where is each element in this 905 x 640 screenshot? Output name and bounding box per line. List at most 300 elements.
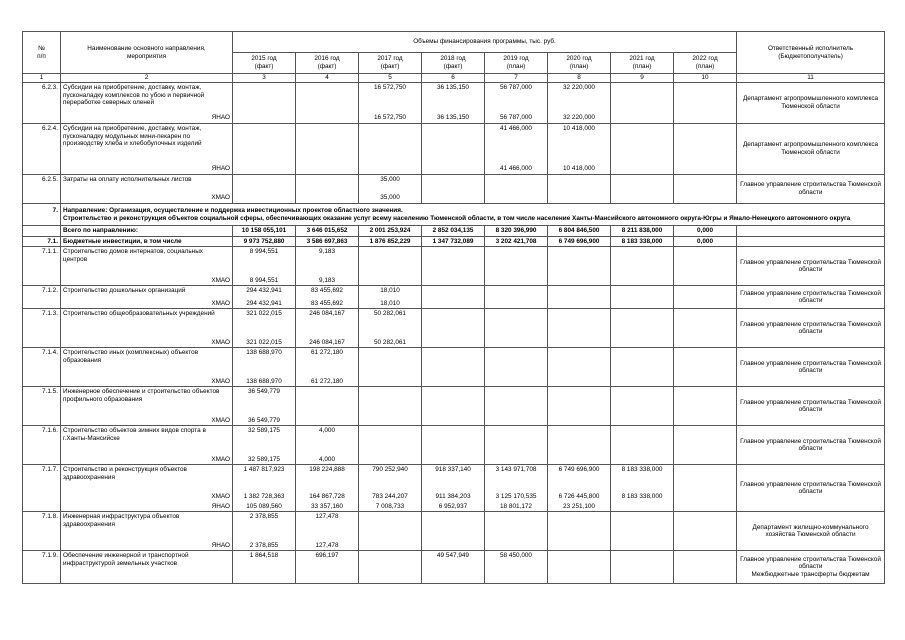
value-cell (674, 83, 737, 124)
row-number-text: 7.1.8. (42, 513, 58, 521)
executor-text: Главное управление строительства Тюменской области (740, 181, 881, 196)
executor-text: Главное управление строительства Тюменской области (740, 289, 881, 305)
total-value (359, 226, 422, 237)
value-cell (485, 286, 548, 309)
table-row (23, 124, 885, 175)
row-number (23, 551, 61, 584)
table-row (23, 83, 885, 124)
main-value: 41 466,000 (500, 125, 532, 132)
value-cell (548, 247, 611, 286)
executor-text: Департамент жилищно-коммунального хозяйства Тюменской области (752, 523, 869, 539)
main-value: 3 143 971,708 (495, 466, 537, 474)
executor-cell (737, 83, 885, 124)
value-cell (296, 83, 359, 124)
year-label: 2017 год (377, 55, 403, 63)
main-value: 36 549,779 (248, 388, 280, 396)
row-name-text: Строительство и реконструкция объектов здравоохранения (63, 466, 187, 481)
section-title-text: Направление: Организация, осуществление и поддержка инвестиционных проектов областного значения. Строительство и реконструкция объектов социальной сферы, обеспечивающих оказание услуг всему населению Тюменской области, в том числе население Ханты-Мансийского автономного округа-Югры и Ямало-Ненецкого автономного округа (63, 207, 851, 222)
total-label-text: Всего по направлению: (63, 227, 138, 235)
executor-cell (737, 247, 885, 286)
value-cell (611, 247, 674, 286)
region-value: 61 272,180 (311, 377, 343, 385)
region-label: ХМАО (211, 377, 230, 385)
total-value-text: 10 158 055,101 (241, 227, 287, 235)
main-value: 4,000 (319, 427, 335, 435)
region-value: 83 455,692 (311, 299, 343, 307)
value-cell (233, 309, 296, 348)
year-type: (факт) (317, 63, 337, 70)
year-label: 2016 год (314, 55, 340, 63)
value-cell (548, 309, 611, 348)
main-value: 6 749 696,900 (558, 466, 600, 474)
budget-value (674, 236, 737, 247)
table-row (23, 247, 885, 286)
region-value: 18,010 (380, 299, 400, 307)
value-cell (296, 465, 359, 512)
table-row (23, 309, 885, 348)
row-number (23, 348, 61, 387)
column-number: 2 (61, 74, 233, 83)
row-name (61, 175, 233, 204)
value-cell (611, 348, 674, 387)
value-cell (674, 387, 737, 426)
value-cell (422, 465, 485, 512)
column-number: 7 (485, 74, 548, 83)
value-cell (422, 309, 485, 348)
value-cell (296, 426, 359, 465)
row-name (61, 426, 233, 465)
region-value: 246 084,167 (309, 338, 345, 346)
value-cell (233, 551, 296, 584)
row-name (61, 465, 233, 512)
region-value: 8 994,551 (249, 276, 279, 284)
total-value (485, 226, 548, 237)
row-number-text: 7.1.5. (42, 388, 58, 396)
header-funding: Объемы финансирования программы, тыс. руб. (233, 32, 737, 53)
column-number: 4 (296, 74, 359, 83)
value-cell (611, 309, 674, 348)
main-value: 61 272,180 (311, 349, 343, 357)
column-number: 11 (737, 74, 885, 83)
header-year-6 (548, 53, 611, 74)
budget-value (422, 236, 485, 247)
region-value: 56 787,000 (500, 114, 532, 122)
value-cell (548, 83, 611, 124)
value-cell (611, 175, 674, 204)
total-value (674, 226, 737, 237)
value-cell (674, 286, 737, 309)
value-cell (485, 175, 548, 204)
main-value: 35,000 (380, 176, 400, 183)
region-value: 23 251,100 (563, 502, 595, 510)
value-cell (674, 247, 737, 286)
main-value: 8 183 338,000 (621, 466, 663, 474)
row-name (61, 348, 233, 387)
region-label: ХМАО (211, 492, 230, 500)
value-cell (422, 124, 485, 175)
row-number-text: 7.1.9. (42, 552, 58, 560)
region-label: ЯНАО (211, 502, 230, 510)
value-cell (674, 175, 737, 204)
column-number: 5 (359, 74, 422, 83)
budget-value-text: 3 202 421,708 (495, 237, 537, 245)
section-title (61, 204, 885, 226)
row-number-text: 6.2.5. (42, 176, 58, 183)
region-value: 7 008,733 (375, 502, 405, 510)
row-name-text: Строительство объектов зимних видов спорта в г.Ханты-Мансийске (63, 427, 206, 442)
table-row (23, 426, 885, 465)
total-value-text: 6 804 846,500 (558, 227, 600, 235)
value-cell (296, 309, 359, 348)
value-cell (422, 175, 485, 204)
budget-value-text: 8 183 338,000 (621, 237, 663, 245)
value-cell (674, 309, 737, 348)
main-value: 198 224,888 (309, 466, 345, 474)
region-label: ЯНАО (211, 541, 230, 549)
region-value: 8 183 338,000 (621, 492, 663, 500)
region-label: ХМАО (211, 416, 230, 424)
value-cell (611, 124, 674, 175)
row-name (61, 551, 233, 584)
value-cell (233, 348, 296, 387)
value-cell (359, 175, 422, 204)
budget-value-text: 9 973 752,880 (243, 237, 285, 245)
value-cell (233, 175, 296, 204)
value-cell (422, 247, 485, 286)
main-value: 56 787,000 (500, 84, 532, 91)
value-cell (422, 426, 485, 465)
value-cell (674, 465, 737, 512)
main-value: 127,478 (315, 513, 339, 521)
row-name-text: Субсидии на приобретение, доставку, монтаж, пусконаладку комплексов по убою и первичной переработке северных оленей (63, 84, 205, 107)
main-value: 321 022,015 (246, 310, 282, 318)
value-cell (674, 348, 737, 387)
year-type: (план) (569, 63, 589, 70)
value-cell (233, 124, 296, 175)
total-value-text: 8 320 396,990 (495, 227, 537, 235)
year-label: 2018 год (440, 55, 466, 63)
region-value: 3 125 170,535 (495, 492, 537, 500)
row-number-text: 6.2.3. (42, 84, 58, 91)
column-number: 1 (23, 74, 61, 83)
value-cell (359, 512, 422, 551)
row-number-text: 7.1.1. (42, 248, 58, 256)
header-year-3 (359, 53, 422, 74)
section-number (23, 204, 61, 226)
value-cell (233, 83, 296, 124)
value-cell (359, 309, 422, 348)
header-year-2 (296, 53, 359, 74)
main-value: 790 252,940 (372, 466, 408, 474)
main-value: 50 282,061 (374, 310, 406, 318)
header-name: Наименование основного направления, мероприятия (61, 32, 233, 74)
total-value (422, 226, 485, 237)
row-number (23, 226, 61, 237)
financing-table (22, 31, 885, 584)
value-cell (233, 387, 296, 426)
budget-value-text: 1 876 852,229 (369, 237, 411, 245)
region-value: 138 688,970 (246, 377, 282, 385)
year-type: (факт) (380, 63, 400, 70)
row-number (23, 387, 61, 426)
value-cell (674, 551, 737, 584)
executor-cell (737, 226, 885, 237)
region-value: 18 801,172 (500, 502, 532, 510)
value-cell (548, 512, 611, 551)
header-executor: Ответственный исполнитель (Бюджетополучатель) (737, 32, 885, 74)
region-value: 294 432,941 (246, 299, 282, 307)
region-value: 16 572,750 (374, 114, 406, 122)
value-cell (611, 512, 674, 551)
value-cell (422, 387, 485, 426)
main-value: 918 337,140 (435, 466, 471, 474)
main-value: 32 589,175 (248, 427, 280, 435)
column-number: 6 (422, 74, 485, 83)
executor-cell (737, 465, 885, 512)
total-value-text: 8 211 838,000 (621, 227, 663, 235)
value-cell (359, 247, 422, 286)
total-value (548, 226, 611, 237)
row-number (23, 247, 61, 286)
region-label: ХМАО (211, 338, 230, 346)
executor-text: Главное управление строительства Тюменской области (740, 258, 881, 274)
main-value: 2 378,855 (249, 513, 279, 521)
region-value: 1 382 728,363 (243, 492, 285, 500)
column-number: 8 (548, 74, 611, 83)
value-cell (548, 124, 611, 175)
value-cell (674, 124, 737, 175)
main-value: 83 455,692 (311, 287, 343, 295)
value-cell (296, 348, 359, 387)
value-cell (611, 387, 674, 426)
value-cell (611, 286, 674, 309)
region-value: 6 726 445,800 (558, 492, 600, 500)
row-number-text: 7.1.2. (42, 287, 58, 295)
total-label (61, 226, 233, 237)
row-number-text: 7.1.4. (42, 349, 58, 357)
main-value: 16 572,750 (374, 84, 406, 91)
region-value: 41 466,000 (500, 165, 532, 173)
value-cell (548, 175, 611, 204)
value-cell (296, 247, 359, 286)
budget-value (233, 236, 296, 247)
total-value-text: 2 852 034,135 (432, 227, 474, 235)
value-cell (674, 512, 737, 551)
value-cell (422, 286, 485, 309)
section-row (23, 204, 885, 226)
column-number: 10 (674, 74, 737, 83)
row-name-text: Обеспечение инженерной и транспортной инфраструктурой земельных участков (63, 552, 189, 567)
region-value: 911 384,203 (435, 492, 471, 500)
value-cell (359, 465, 422, 512)
value-cell (296, 124, 359, 175)
value-cell (485, 426, 548, 465)
row-name (61, 247, 233, 286)
year-type: (факт) (443, 63, 463, 70)
value-cell (485, 512, 548, 551)
year-type: (план) (695, 63, 715, 70)
main-value: 58 450,000 (500, 552, 532, 560)
budget-label-text: Бюджетные инвестиции, в том числе (63, 237, 182, 245)
region-value: 36 135,150 (437, 114, 469, 122)
main-value: 36 135,150 (437, 84, 469, 91)
region-label: ХМАО (211, 194, 230, 202)
executor-cell (737, 387, 885, 426)
region-value: 35,000 (380, 194, 400, 202)
region-label: ХМАО (211, 455, 230, 463)
executor-text: Главное управление строительства Тюменской области (740, 437, 881, 453)
value-cell (485, 348, 548, 387)
value-cell (485, 83, 548, 124)
row-number-text: 6.2.4. (42, 125, 58, 132)
row-name-text: Субсидии на приобретение, доставку, монтаж, пусконаладку модульных мини-пекарен по производству хлеба и хлебобулочных изделий (63, 125, 202, 148)
row-name (61, 83, 233, 124)
total-value (233, 226, 296, 237)
executor-text: Главное управление строительства Тюменской области (740, 398, 881, 414)
executor-text: Главное управление строительства Тюменской области Межбюджетные трансферты бюджетам (740, 555, 881, 578)
main-value: 49 547,949 (437, 552, 469, 560)
region-value: 321 022,015 (246, 338, 282, 346)
main-value: 246 084,167 (309, 310, 345, 318)
value-cell (422, 348, 485, 387)
row-name (61, 286, 233, 309)
main-value: 1 864,518 (249, 552, 279, 560)
region-value: 4,000 (319, 455, 335, 463)
executor-cell (737, 175, 885, 204)
executor-cell (737, 512, 885, 551)
row-name-text: Строительство дошкольных организаций (63, 287, 186, 295)
total-value-text: 0,000 (697, 227, 714, 235)
table-header-row (23, 32, 885, 53)
executor-text: Главное управление строительства Тюменской области (740, 480, 881, 496)
value-cell (233, 247, 296, 286)
row-number-text: 7.1. (47, 237, 58, 245)
budget-label (61, 236, 233, 247)
value-cell (233, 465, 296, 512)
value-cell (422, 83, 485, 124)
value-cell (611, 551, 674, 584)
main-value: 696,197 (315, 552, 339, 560)
executor-cell (737, 309, 885, 348)
main-value: 32 220,000 (563, 84, 595, 91)
year-label: 2021 год (629, 55, 655, 63)
total-value-text: 2 001 253,924 (369, 227, 411, 235)
budget-value (359, 236, 422, 247)
value-cell (611, 83, 674, 124)
region-label: ЯНАО (211, 114, 230, 122)
value-cell (422, 512, 485, 551)
value-cell (359, 426, 422, 465)
budget-row (23, 236, 885, 247)
region-value: 2 378,855 (249, 541, 279, 549)
value-cell (233, 426, 296, 465)
header-year-4 (422, 53, 485, 74)
year-label: 2019 год (503, 55, 529, 63)
value-cell (611, 426, 674, 465)
value-cell (548, 348, 611, 387)
region-value: 36 549,779 (248, 416, 280, 424)
value-cell (296, 512, 359, 551)
table-row (23, 175, 885, 204)
main-value: 8 994,551 (249, 248, 279, 256)
value-cell (233, 512, 296, 551)
region-value: 127,478 (315, 541, 339, 549)
region-value: 32 589,175 (248, 455, 280, 463)
region-label: ЯНАО (211, 165, 230, 173)
value-cell (548, 551, 611, 584)
region-value: 783 244,207 (372, 492, 408, 500)
row-number (23, 83, 61, 124)
value-cell (611, 465, 674, 512)
region-value: 10 418,000 (563, 165, 595, 173)
value-cell (485, 247, 548, 286)
value-cell (485, 124, 548, 175)
executor-cell (737, 348, 885, 387)
row-name (61, 309, 233, 348)
value-cell (485, 551, 548, 584)
value-cell (422, 551, 485, 584)
executor-cell (737, 124, 885, 175)
table-row (23, 512, 885, 551)
main-value: 9,183 (319, 248, 335, 256)
row-number (23, 512, 61, 551)
main-value: 294 432,941 (246, 287, 282, 295)
region-value: 9,183 (319, 276, 335, 284)
row-number-text: 7.1.3. (42, 310, 58, 318)
year-label: 2015 год (251, 55, 277, 63)
row-number (23, 286, 61, 309)
budget-value (611, 236, 674, 247)
main-value: 18,010 (380, 287, 400, 295)
year-type: (план) (506, 63, 526, 70)
row-number-text: 7.1.6. (42, 427, 58, 435)
table-row (23, 348, 885, 387)
executor-cell (737, 426, 885, 465)
table-row (23, 465, 885, 512)
value-cell (296, 387, 359, 426)
row-name-text: Строительство общеобразовательных учреждений (63, 310, 215, 318)
row-number (23, 236, 61, 247)
total-value (611, 226, 674, 237)
table-row (23, 551, 885, 584)
total-value-text: 3 646 015,652 (306, 227, 348, 235)
main-value: 138 688,970 (246, 349, 282, 357)
region-value: 105 089,560 (246, 502, 282, 510)
executor-text: Департамент агропромышленного комплекса Тюменской области (742, 141, 879, 156)
row-name-text: Инженерное обеспечение и строительство объектов профильного образования (63, 388, 220, 403)
executor-cell (737, 236, 885, 247)
budget-value (296, 236, 359, 247)
budget-value-text: 6 749 696,900 (558, 237, 600, 245)
budget-value-text: 3 586 697,863 (306, 237, 348, 245)
value-cell (359, 551, 422, 584)
value-cell (359, 348, 422, 387)
year-type: (план) (632, 63, 652, 70)
row-number (23, 124, 61, 175)
row-name (61, 387, 233, 426)
budget-value (548, 236, 611, 247)
total-value (296, 226, 359, 237)
row-name-text: Строительство иных (комплексных) объектов образования (63, 349, 199, 364)
row-number (23, 175, 61, 204)
region-value: 164 867,728 (309, 492, 345, 500)
row-name (61, 124, 233, 175)
header-year-8 (674, 53, 737, 74)
budget-value-text: 0,000 (697, 237, 714, 245)
column-number: 3 (233, 74, 296, 83)
region-value: 32 220,000 (563, 114, 595, 122)
region-value: 33 357,160 (311, 502, 343, 510)
